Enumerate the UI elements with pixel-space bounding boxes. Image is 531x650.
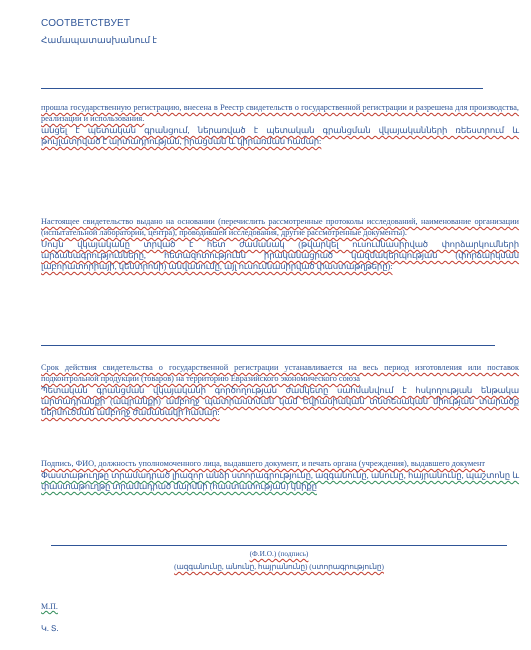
basis-text-ru: Настоящее свидетельство выдано на основании (перечислить рассмотренные протоколы исследований, наименование организации (испытательной лаборатории, центра), проводившей исследования, другие рассмотренные документы). (41, 217, 519, 237)
registration-text-am: անցել է պետական գրանցում, ներառված է պետական գրանցման վկայականների ռեեստրում և թույլատրված է արտադրության, իրացման և կիրառման համար: (41, 126, 519, 146)
signature-paragraph (41, 458, 519, 492)
validity-paragraph (41, 362, 519, 418)
seal-placeholder-am: Կ. Տ. (41, 624, 59, 633)
basis-text-am: Սույն վկայականը տրված է հետ ժամանակ (թվարկել ուսումնասիրված փորձարկումների արձանագրությունները, հետազոտությունն իրականացրած կազմակերպության (փորձարկման լաբորատորիայի, կենտրոնի) անվանումը, այլ ուսումնասիրված փաստաթղթերը): (41, 240, 519, 271)
fio-caption-am: (ազգանունը, անունը, հայրանունը) (ստորագրությունը) (174, 562, 384, 571)
signature-line (51, 545, 507, 546)
blank-line-2 (41, 345, 495, 346)
blank-line-1 (41, 88, 483, 89)
registration-text-ru: прошла государственную регистрацию, внесена в Реестр свидетельств о государственной регистрации и разрешена для производства, реализации и использования. (41, 103, 519, 123)
validity-text-am: Պետական գրանցման վկայականի գործողության ժամկետը սահմանվում է հսկողության ենթակա արտադրանքի (ապրանքի) ամբողջ պատրաստման կամ Եվրասիական տնտեսական միության տարածք ներմուծման ամբողջ ժամանակի համար: (41, 386, 519, 417)
fio-caption-ru: (Ф.И.О.) (подпись) (249, 549, 309, 558)
signature-text-ru: Подпись, ФИО, должность уполномоченного лица, выдавшего документ, и печать органа (учреждения), выдавшего документ (41, 459, 486, 468)
seal-placeholder-ru: М.П. (41, 602, 58, 611)
registration-paragraph (41, 102, 519, 147)
signature-text-am: Փաստաթուղթը տրամադրած լիազոր անձի ստորագրությունը, ազգանունը, անունը, հայրանունը, պաշտոնը և փաստաթուղթը տրամադրած մարմնի (հաստատության) կնիքը (41, 471, 519, 491)
validity-text-ru: Срок действия свидетельства о государственной регистрации устанавливается на весь период изготовления или поставок подконтрольной продукции (товаров) на территорию Евразийского экономического союза (41, 363, 519, 383)
document-title-armenian: Համապատասխանում է (41, 35, 157, 45)
basis-paragraph (41, 216, 519, 272)
document-title: СООТВЕТСТВУЕТ (41, 18, 131, 29)
signature-caption (51, 549, 507, 572)
